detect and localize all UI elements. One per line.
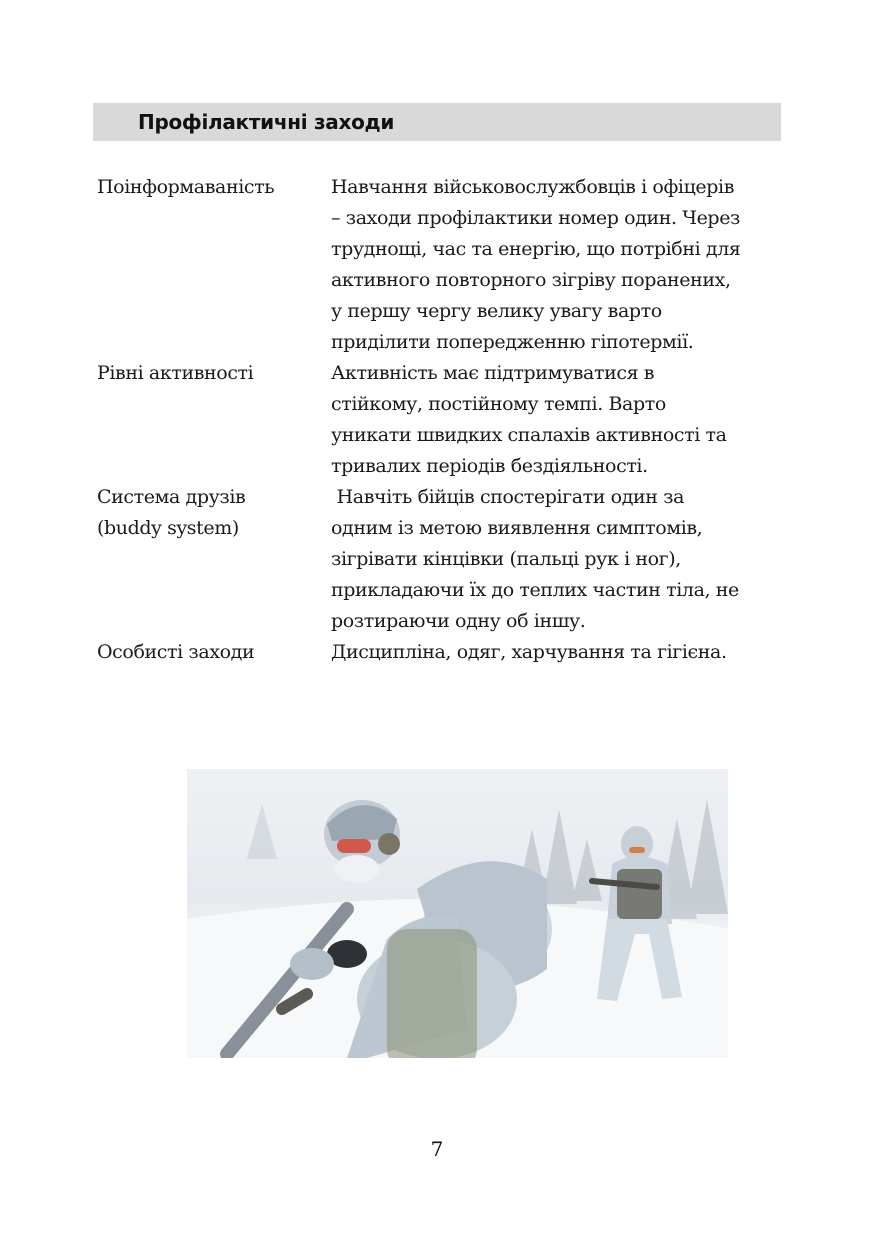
- desc-line: розтираючи одну об іншу.: [331, 610, 586, 632]
- measure-row-buddy-system: [97, 482, 787, 637]
- measure-description: [331, 637, 787, 668]
- desc-line: труднощі, час та енергію, що потрібні для: [331, 238, 741, 260]
- measure-description: [331, 482, 787, 637]
- desc-line: приділити попередженню гіпотермії.: [331, 331, 694, 353]
- desc-line: активного повторного зігріву поранених,: [331, 269, 731, 291]
- desc-line: стійкому, постійному темпі. Варто: [331, 393, 666, 415]
- measure-term: [97, 482, 331, 544]
- page-number: 7: [430, 1137, 444, 1161]
- term-line: Рівні активності: [97, 362, 254, 384]
- term-line: Особисті заходи: [97, 641, 255, 663]
- desc-line: зігрівати кінцівки (пальці рук і ног),: [331, 548, 681, 570]
- term-line: Система друзів: [97, 486, 246, 508]
- term-line: Поінформаваність: [97, 176, 275, 198]
- measure-term: [97, 358, 331, 389]
- winter-soldiers-photo: [187, 769, 728, 1058]
- measure-description: [331, 358, 787, 482]
- desc-line: Активність має підтримуватися в: [331, 362, 655, 384]
- desc-line: Дисципліна, одяг, харчування та гігієна.: [331, 641, 727, 663]
- desc-line: одним із метою виявлення симптомів,: [331, 517, 703, 539]
- section-heading-bar: [93, 103, 781, 141]
- measure-row-activity-levels: [97, 358, 787, 482]
- desc-line: прикладаючи їх до теплих частин тіла, не: [331, 579, 739, 601]
- prevention-measures-list: [97, 172, 787, 668]
- measure-row-personal-measures: [97, 637, 787, 668]
- term-line: (buddy system): [97, 517, 239, 539]
- desc-line: уникати швидких спалахів активності та: [331, 424, 727, 446]
- desc-line: Навчіть бійців спостерігати один за: [331, 486, 685, 508]
- section-title: Профілактичні заходи: [138, 110, 395, 134]
- measure-row-awareness: [97, 172, 787, 358]
- measure-term: [97, 172, 331, 203]
- desc-line: тривалих періодів бездіяльності.: [331, 455, 648, 477]
- desc-line: Навчання військовослужбовців і офіцерів: [331, 176, 734, 198]
- measure-description: [331, 172, 787, 358]
- desc-line: у першу чергу велику увагу варто: [331, 300, 662, 322]
- measure-term: [97, 637, 331, 668]
- desc-line: – заходи профілактики номер один. Через: [331, 207, 740, 229]
